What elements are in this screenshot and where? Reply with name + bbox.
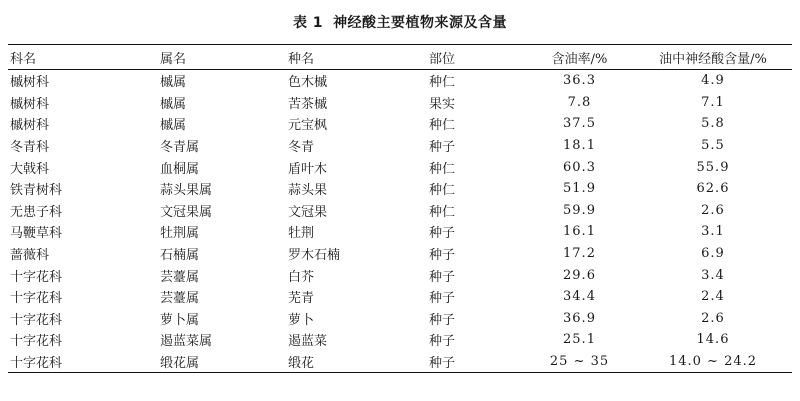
table-body (8, 70, 792, 373)
cell-species: 白芥 (288, 269, 315, 285)
table-row (8, 351, 792, 373)
cell-family: 十字花科 (10, 291, 63, 307)
cell-oil-rate: 59.9 (563, 202, 596, 218)
cell-genus: 芸薹属 (160, 269, 200, 285)
table-row (8, 70, 792, 92)
table-caption (0, 14, 800, 32)
cell-part: 种子 (429, 312, 456, 328)
cell-nervonic-content: 14.0 ~ 24.2 (668, 354, 758, 370)
table-row (8, 308, 792, 330)
table-number: 表 1 (292, 15, 324, 31)
header-row (8, 45, 792, 70)
cell-nervonic-content: 3.4 (701, 267, 725, 283)
cell-part: 种子 (429, 334, 456, 350)
cell-oil-rate: 25 ~ 35 (549, 354, 610, 370)
cell-nervonic-content: 5.8 (701, 116, 725, 132)
cell-nervonic-content: 55.9 (696, 159, 730, 175)
cell-nervonic-content: 2.6 (701, 202, 725, 218)
cell-genus: 遏蓝菜属 (160, 334, 213, 350)
cell-part: 种仁 (429, 204, 456, 220)
cell-genus: 缎花属 (160, 356, 200, 372)
table-title: 神经酸主要植物来源及含量 (333, 15, 508, 31)
cell-oil-rate: 37.5 (563, 116, 596, 132)
cell-species: 萝卜 (288, 312, 315, 328)
table-row (8, 221, 792, 243)
table-row (8, 92, 792, 114)
cell-nervonic-content: 4.9 (701, 73, 725, 89)
table-row (8, 178, 792, 200)
cell-genus: 文冠果属 (160, 204, 213, 220)
cell-nervonic-content: 6.9 (701, 246, 725, 262)
cell-part: 种子 (429, 226, 456, 242)
cell-genus: 牡荆属 (160, 226, 200, 242)
cell-family: 铁青树科 (10, 183, 63, 199)
cell-part: 种仁 (429, 118, 456, 134)
cell-oil-rate: 60.3 (563, 159, 596, 175)
cell-nervonic-content: 62.6 (696, 181, 730, 197)
cell-part: 种子 (429, 269, 456, 285)
cell-nervonic-content: 3.1 (701, 224, 725, 240)
cell-family: 槭树科 (10, 96, 50, 112)
cell-genus: 槭属 (160, 75, 187, 91)
cell-nervonic-content: 5.5 (701, 138, 725, 154)
cell-family: 十字花科 (10, 356, 63, 372)
cell-oil-rate: 51.9 (563, 181, 596, 197)
cell-species: 色木槭 (288, 75, 328, 91)
cell-oil-rate: 34.4 (563, 289, 596, 305)
table-header (8, 45, 792, 70)
cell-oil-rate: 7.8 (567, 94, 592, 110)
cell-oil-rate: 17.2 (563, 246, 596, 262)
table-row (8, 329, 792, 351)
cell-nervonic-content: 2.6 (701, 310, 725, 326)
cell-oil-rate: 36.3 (563, 73, 596, 89)
cell-genus: 槭属 (160, 118, 187, 134)
table-row (8, 243, 792, 265)
cell-species: 遏蓝菜 (288, 334, 328, 350)
cell-genus: 槭属 (160, 96, 187, 112)
cell-species: 盾叶木 (288, 161, 328, 177)
cell-oil-rate: 25.1 (563, 332, 596, 348)
header-genus: 属名 (160, 51, 187, 67)
cell-nervonic-content: 2.4 (701, 289, 725, 305)
cell-species: 罗木石楠 (288, 248, 341, 264)
cell-genus: 石楠属 (160, 248, 200, 264)
cell-family: 马鞭草科 (10, 226, 63, 242)
header-nervonic-content: 油中神经酸含量/% (659, 51, 767, 67)
cell-species: 元宝枫 (288, 118, 328, 134)
cell-genus: 冬青属 (160, 140, 200, 156)
cell-part: 种子 (429, 356, 456, 372)
cell-part: 种子 (429, 140, 456, 156)
cell-genus: 蒜头果属 (160, 183, 213, 199)
cell-species: 文冠果 (288, 204, 328, 220)
cell-species: 苦茶槭 (288, 96, 328, 112)
cell-oil-rate: 36.9 (563, 310, 596, 326)
header-part: 部位 (429, 51, 456, 67)
cell-part: 果实 (429, 96, 456, 112)
header-oil-rate: 含油率/% (551, 51, 608, 67)
cell-family: 冬青科 (10, 140, 50, 156)
cell-nervonic-content: 14.6 (696, 332, 730, 348)
header-species: 种名 (288, 51, 315, 67)
cell-genus: 血桐属 (160, 161, 200, 177)
table-row (8, 200, 792, 222)
cell-family: 无患子科 (10, 204, 63, 220)
cell-part: 种子 (429, 291, 456, 307)
cell-species: 牡荆 (288, 226, 315, 242)
cell-species: 缎花 (288, 356, 315, 372)
cell-species: 芜青 (288, 291, 315, 307)
cell-family: 蔷薇科 (10, 248, 50, 264)
table-row (8, 286, 792, 308)
plant-sources-table (8, 44, 792, 373)
cell-part: 种仁 (429, 75, 456, 91)
cell-family: 十字花科 (10, 334, 63, 350)
cell-part: 种仁 (429, 183, 456, 199)
table-row (8, 156, 792, 178)
cell-family: 槭树科 (10, 118, 50, 134)
cell-part: 种子 (429, 248, 456, 264)
table-row (8, 135, 792, 157)
cell-oil-rate: 29.6 (563, 267, 596, 283)
cell-family: 十字花科 (10, 312, 63, 328)
cell-genus: 芸薹属 (160, 291, 200, 307)
cell-nervonic-content: 7.1 (701, 94, 725, 110)
cell-oil-rate: 16.1 (563, 224, 596, 240)
table-row (8, 264, 792, 286)
header-family: 科名 (10, 51, 37, 67)
table-row (8, 113, 792, 135)
cell-genus: 萝卜属 (160, 312, 200, 328)
cell-part: 种仁 (429, 161, 456, 177)
cell-species: 蒜头果 (288, 183, 328, 199)
cell-family: 大戟科 (10, 161, 50, 177)
cell-family: 槭树科 (10, 75, 50, 91)
cell-oil-rate: 18.1 (563, 138, 596, 154)
cell-family: 十字花科 (10, 269, 63, 285)
cell-species: 冬青 (288, 140, 315, 156)
